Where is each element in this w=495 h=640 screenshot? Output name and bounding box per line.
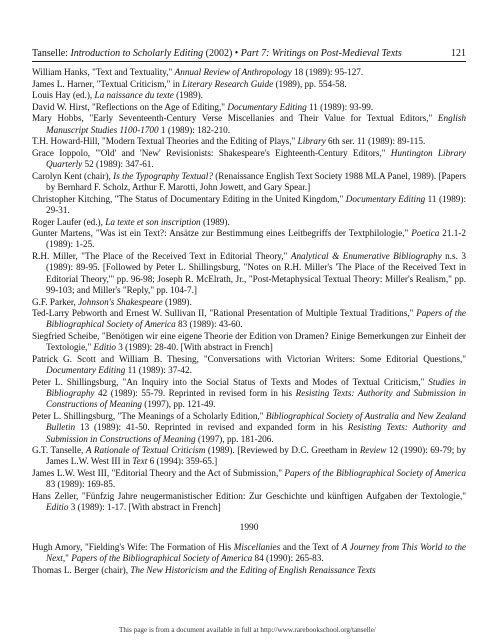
entry-text: and the Text of [280, 541, 342, 552]
entry-title: Documentary Editing [46, 365, 126, 376]
bibliography-entry [32, 308, 466, 331]
entry-text: (1989). [200, 216, 230, 227]
entry-text: Grace Ioppolo, "'Old' and 'New' Revisionists: Shakespeare's Eighteenth-Century Editors," [32, 147, 391, 158]
bibliography-entry [32, 90, 466, 101]
entry-text: Louis Hay (ed.), [32, 90, 95, 101]
entry-text: 11 (1989): 29-31. [46, 193, 466, 215]
entry-text: (1997), pp. 121-49. [141, 399, 216, 410]
entry-text: G.F. Parker, [32, 296, 79, 307]
entry-text: 83 (1989): 43-60. [175, 319, 243, 330]
entry-text: (1989), pp. 554-58. [273, 78, 347, 89]
entry-text: Mary Hobbs, "Early Seventeenth-Century Verse Miscellanies and Their Value for Textual Editors," [32, 113, 438, 124]
entry-text: Siegfried Scheibe, "Benötigen wir eine eigene Theorie der Edition von Dramen? Einige Bemerkungen zur Einheit der Textologie," [32, 330, 466, 353]
running-title [32, 48, 402, 60]
entry-text: Roger Laufer (ed.), [32, 216, 106, 227]
entry-text: (1989). [Reviewed by D.C. Greetham in [205, 445, 360, 456]
entry-text: 1 (1989): 182-210. [158, 124, 231, 135]
entry-text: Peter L. Shillingsburg, "An Inquiry into the Social Status of Texts and Modes of Textual Criticism," [32, 376, 429, 387]
entry-text: Peter L. Shillingsburg, "The Meanings of a Scholarly Edition," [32, 410, 266, 421]
page [32, 48, 466, 576]
entry-title: Is the Typography Textual? [113, 170, 213, 181]
entry-title: Resisting Texts: Authority and Submission in Constructions of Meaning [46, 388, 466, 410]
book-title: Introduction to Scholarly Editing [70, 48, 204, 59]
bibliography-entry [32, 171, 466, 194]
entry-title: Resisting Texts: Authority and Submission in Constructions of Meaning [46, 422, 466, 444]
entry-text: R.H. Miller, "The Place of the Received Text in Editorial Theory," [32, 251, 291, 262]
entry-text: 3 (1989): 28-40. [With abstract in French] [115, 342, 273, 353]
references-1990 [32, 542, 466, 576]
bibliography-entry [32, 251, 466, 296]
bibliography-entry [32, 102, 466, 113]
entry-title: A Rationale of Textual Criticism [85, 445, 206, 456]
bibliography-entry [32, 411, 466, 445]
entry-title: A Journey from This World to the Next [46, 541, 467, 564]
bibliography-entry [32, 491, 466, 514]
entry-title: Literary Research Guide [182, 78, 274, 89]
entry-title: Miscellanies [233, 541, 281, 552]
entry-text: 6 (1994): 359-65.] [147, 456, 218, 467]
bibliography-entry [32, 194, 466, 217]
bibliography-entry [32, 542, 466, 565]
entry-title: Papers of the Bibliographical Society of America [284, 468, 466, 479]
entry-title: Studies in Bibliography [46, 376, 466, 399]
bibliography-entry [32, 228, 466, 251]
entry-title: Analytical & Enumerative Bibliography [290, 251, 442, 262]
entry-text: n.s. 3 (1989): 89-95. [Followed by Peter L. Shillingsburg, "Notes on R.H. Miller's 'The Place of the Received Text in Editorial Theory,'" pp. 96-98; Joseph R. McElrath, Jr., "Post-Metaphysical Textual Theory: Miller's Realism," pp. 99-103; and Miller's "Reply," pp. 104-7.] [46, 251, 467, 295]
bibliography-entry [32, 297, 466, 308]
entry-title: English Manuscript Studies 1100-1700 [46, 113, 466, 135]
entry-title: Papers of the Bibliographical Society of America [71, 553, 253, 564]
entry-text: 13 (1989): 41-50. Reprinted in revised and expanded form in his [75, 422, 348, 433]
entry-title: La naissance du texte [94, 90, 174, 101]
entry-text: Carolyn Kent (chair), [32, 170, 114, 181]
entry-title: Editio [46, 502, 69, 513]
bibliography-entry [32, 565, 466, 576]
entry-text: 11 (1989): 93-99. [306, 101, 374, 112]
entry-text: 3 (1989): 1-17. [With abstract in French] [68, 502, 221, 513]
entry-text: William Hanks, "Text and Textuality," [32, 67, 175, 77]
entry-title: Text [132, 456, 148, 467]
entry-text: 52 (1989): 347-61. [82, 159, 154, 170]
entry-text: Hugh Amory, "Fielding's Wife: The Formation of His [32, 541, 234, 552]
title-prefix: Tanselle: [32, 48, 71, 59]
entry-text: 12 (1990): 69-79; by James L.W. West III in [46, 445, 466, 467]
bibliography-entry [32, 79, 466, 90]
references-1989 [32, 67, 466, 514]
bibliography-entry [32, 148, 466, 171]
entry-title: Documentary Editing [227, 101, 307, 112]
entry-title: Annual Review of Anthropology [174, 67, 292, 77]
entry-title: Review [359, 445, 387, 456]
entry-text: Patrick G. Scott and William B. Thesing, "Conversations with Victorian Writers: Some Editorial Questions," [32, 353, 466, 364]
page-footer: This page is from a document available in full at http://www.rarebookschool.org/tanselle/ [119, 626, 376, 634]
entry-text: (1989). [173, 90, 203, 101]
entry-title: Papers of the Bibliographical Society of America [46, 308, 466, 330]
entry-text: James L. Harner, "Textual Criticism," in [32, 78, 183, 89]
entry-title: La texte et son inscription [105, 216, 201, 227]
entry-title: Poetica [411, 228, 440, 239]
entry-text: (1989). [162, 296, 192, 307]
entry-title: Bibliographical Society of Australia and New Zealand Bulletin [46, 410, 467, 433]
bibliography-entry [32, 445, 466, 468]
bibliography-entry [32, 136, 466, 147]
entry-text: (1997), pp. 181-206. [195, 433, 274, 444]
running-header [32, 48, 466, 62]
entry-text: Hans Zeller, "Fünfzig Jahre neugermanistischer Edition: Zur Geschichte und künftigen Aufgaben der Textologie," [32, 490, 466, 501]
entry-text: T.H. Howard-Hill, "Modern Textual Theories and the Editing of Plays," [32, 136, 298, 147]
bibliography-entry [32, 354, 466, 377]
entry-text: ," [62, 553, 72, 564]
bibliography-entry [32, 217, 466, 228]
entry-text: Christopher Kitching, "The Status of Documentary Editing in the United Kingdom," [32, 193, 346, 204]
entry-title: Library [297, 136, 326, 147]
entry-text: G.T. Tanselle, [32, 445, 86, 456]
entry-text: 83 (1989): 169-85. [46, 479, 116, 490]
entry-text: James L.W. West III, "Editorial Theory and the Act of Submission," [32, 468, 285, 479]
entry-title: Huntington Library Quarterly [46, 147, 466, 170]
part-title: Part 7: Writings on Post-Medieval Texts [240, 48, 402, 59]
entry-text: Gunter Martens, "Was ist ein Text?: Ansätze zur Bestimmung eines Leitbegriffs der Textphilologie," [32, 228, 412, 239]
entry-title: The New Historicism and the Editing of English Renaissance Texts [130, 564, 376, 575]
entry-text: 42 (1989): 55-79. Reprinted in revised form in his [94, 388, 296, 399]
bibliography-entry [32, 331, 466, 354]
entry-text: Thomas L. Berger (chair), [32, 564, 131, 575]
entry-text: (Renaissance English Text Society 1988 MLA Panel, 1989). [Papers by Bernhard F. Scholz, Arthur F. Marotti, John Jowett, and Gary Spear.] [46, 170, 466, 193]
entry-text: 21.1-2 (1989): 1-25. [46, 228, 467, 250]
bibliography-entry [32, 468, 466, 491]
bibliography-entry [32, 377, 466, 411]
page-number: 121 [451, 48, 466, 59]
title-middle: (2002) • [203, 48, 241, 59]
entry-text: 11 (1989): 37-42. [125, 365, 192, 376]
entry-text: 6th ser. 11 (1989): 89-115. [325, 136, 426, 147]
entry-title: Editio [93, 342, 116, 353]
entry-text: 84 (1990): 265-83. [252, 553, 324, 564]
year-heading: 1990 [239, 522, 259, 533]
bibliography-entry [32, 67, 466, 78]
entry-title: Johnson's Shakespeare [78, 296, 163, 307]
entry-text: David W. Hirst, "Reflections on the Age of Editing," [32, 101, 228, 112]
entry-text: 18 (1989): 95-127. [291, 67, 364, 77]
entry-text: Ted-Larry Pebworth and Ernest W. Sullivan II, "Rational Presentation of Multiple Textual Traditions," [32, 308, 417, 319]
bibliography-list [32, 67, 466, 576]
entry-title: Documentary Editing [345, 193, 426, 204]
bibliography-entry [32, 113, 466, 136]
